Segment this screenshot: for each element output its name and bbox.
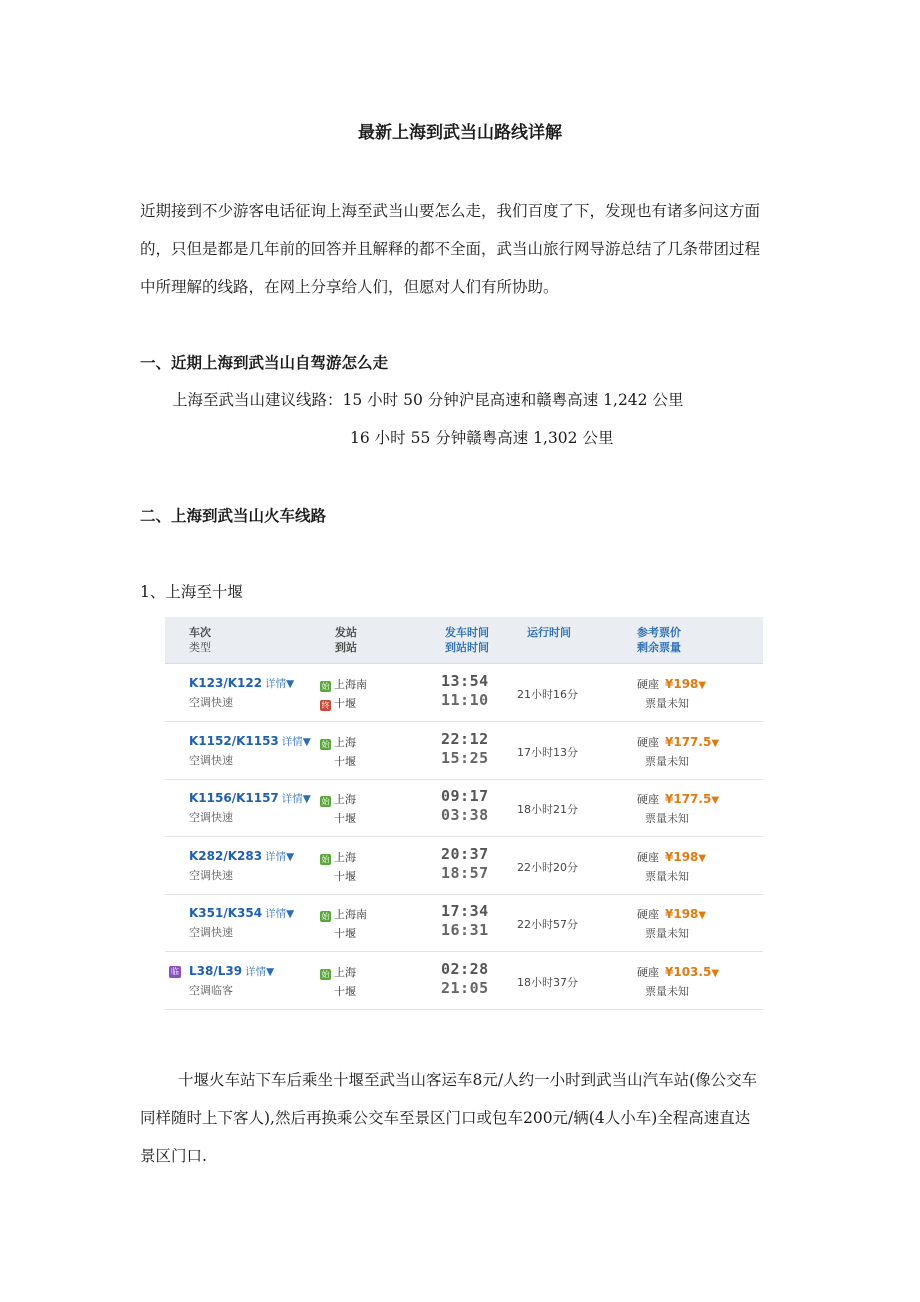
origin-icon: 始 xyxy=(321,969,330,979)
remaining-tickets: 票量未知 xyxy=(645,984,689,998)
dropdown-triangle-icon: ▼ xyxy=(711,795,720,806)
train-type: 空调快速 xyxy=(189,926,233,939)
origin-icon: 始 xyxy=(321,682,330,691)
train-number-link[interactable]: L38/L39 详情▼ xyxy=(189,963,275,978)
price-value: ¥198 xyxy=(665,849,699,864)
arrival-time: 21:05 xyxy=(441,978,489,997)
departure-time: 17:34 xyxy=(441,902,489,920)
from-station[interactable]: 始 上海 xyxy=(321,793,356,806)
departure-time: 02:28 xyxy=(441,959,489,978)
origin-icon: 始 xyxy=(321,912,330,921)
dropdown-triangle-icon: ▼ xyxy=(698,910,707,921)
table-row xyxy=(165,779,763,837)
origin-icon: 始 xyxy=(321,797,330,806)
duration: 22小时20分 xyxy=(517,860,578,874)
temp-train-icon: 临 xyxy=(171,966,179,976)
section2-sub: 1、上海至十堰 xyxy=(140,583,243,601)
to-station[interactable]: 终 十堰 xyxy=(321,697,356,710)
header-station: 发站 到站 xyxy=(335,626,357,654)
train-number-link[interactable]: K282/K283 详情▼ xyxy=(189,848,295,863)
price-value: ¥198 xyxy=(665,677,699,691)
dropdown-triangle-icon: ▼ xyxy=(698,680,707,691)
to-station[interactable]: 十堰 xyxy=(334,754,356,768)
detail-link[interactable]: 详情▼ xyxy=(265,850,295,863)
train-type: 空调快速 xyxy=(189,868,233,882)
arrival-time: 15:25 xyxy=(441,748,489,767)
price-cell[interactable]: 硬座 ¥198▼ xyxy=(637,677,707,691)
price-cell[interactable]: 硬座 ¥177.5▼ xyxy=(637,734,720,749)
detail-link[interactable]: 详情▼ xyxy=(265,908,295,920)
train-table xyxy=(165,617,763,1002)
remaining-tickets: 票量未知 xyxy=(645,812,689,825)
arrival-time: 03:38 xyxy=(441,806,489,824)
from-station[interactable]: 始 上海 xyxy=(321,735,356,749)
remaining-tickets: 票量未知 xyxy=(645,754,689,768)
to-station[interactable]: 十堰 xyxy=(334,812,356,825)
price-value: ¥198 xyxy=(665,907,699,921)
price-cell[interactable]: 硬座 ¥198▼ xyxy=(637,849,707,864)
to-station[interactable]: 十堰 xyxy=(334,984,356,998)
train-number-link[interactable]: K1156/K1157 详情▼ xyxy=(189,791,311,805)
table-row xyxy=(165,722,763,780)
arrival-time: 18:57 xyxy=(441,863,489,882)
table-row xyxy=(165,837,763,895)
route-line-2: 16 小时 55 分钟赣粤高速 1,302 公里 xyxy=(350,429,614,447)
train-type: 空调快速 xyxy=(189,696,233,709)
departure-time: 13:54 xyxy=(441,672,489,690)
remaining-tickets: 票量未知 xyxy=(645,697,689,710)
train-type: 空调快速 xyxy=(189,811,233,824)
dropdown-triangle-icon: ▼ xyxy=(711,967,720,979)
duration: 22小时57分 xyxy=(517,918,578,931)
to-station[interactable]: 十堰 xyxy=(334,869,356,883)
duration: 17小时13分 xyxy=(517,745,578,759)
to-station[interactable]: 十堰 xyxy=(334,927,356,940)
table-row xyxy=(165,952,763,1010)
table-row xyxy=(165,894,763,952)
duration: 18小时21分 xyxy=(517,803,578,816)
closing-line: 十堰火车站下车后乘坐十堰至武当山客运车8元/人约一小时到武当山汽车站(像公交车 xyxy=(178,1071,758,1089)
remaining-tickets: 票量未知 xyxy=(645,927,689,940)
price-cell[interactable]: 硬座 ¥103.5▼ xyxy=(637,964,720,979)
header-price[interactable]: 参考票价 剩余票量 xyxy=(637,626,681,654)
detail-link[interactable]: 详情▼ xyxy=(265,678,295,690)
section2-heading: 二、上海到武当山火车线路 xyxy=(140,507,327,525)
table-header xyxy=(165,617,763,664)
arrival-time: 11:10 xyxy=(441,691,489,709)
origin-icon: 始 xyxy=(321,739,330,749)
from-station[interactable]: 始 上海 xyxy=(321,850,356,864)
departure-time: 09:17 xyxy=(441,787,489,805)
from-station[interactable]: 始 上海 xyxy=(321,965,356,979)
remaining-tickets: 票量未知 xyxy=(645,869,689,883)
price-cell[interactable]: 硬座 ¥177.5▼ xyxy=(637,792,720,806)
train-type: 空调快速 xyxy=(189,753,233,767)
closing-line: 同样随时上下客人),然后再换乘公交车至景区门口或包车200元/辆(4人小车)全程高速直达 xyxy=(140,1109,751,1127)
price-value: ¥177.5 xyxy=(665,792,712,806)
train-type: 空调临客 xyxy=(189,983,233,997)
price-cell[interactable]: 硬座 ¥198▼ xyxy=(637,907,707,921)
intro-paragraph xyxy=(140,192,790,306)
duration: 21小时16分 xyxy=(517,688,578,701)
terminal-icon: 终 xyxy=(321,701,330,710)
dropdown-triangle-icon: ▼ xyxy=(698,852,707,864)
origin-icon: 始 xyxy=(321,854,330,864)
price-value: ¥103.5 xyxy=(665,964,712,979)
section1-heading: 一、近期上海到武当山自驾游怎么走 xyxy=(140,354,389,372)
intro-line: 近期接到不少游客电话征询上海至武当山要怎么走，我们百度了下，发现也有诸多问这方面 xyxy=(140,202,761,220)
page-title: 最新上海到武当山路线详解 xyxy=(358,123,562,143)
departure-time: 22:12 xyxy=(441,729,489,748)
dropdown-triangle-icon: ▼ xyxy=(711,737,720,749)
intro-line: 中所理解的线路，在网上分享给人们，但愿对人们有所协助。 xyxy=(140,278,559,296)
from-station[interactable]: 始 上海南 xyxy=(321,908,367,921)
train-number-link[interactable]: K123/K122 详情▼ xyxy=(189,676,295,690)
from-station[interactable]: 始 上海南 xyxy=(321,678,367,691)
route-line-1: 上海至武当山建议线路：15 小时 50 分钟沪昆高速和赣粤高速 1,242 公里 xyxy=(172,391,684,409)
arrival-time: 16:31 xyxy=(441,921,489,939)
header-duration[interactable]: 运行时间 xyxy=(527,626,571,639)
closing-line: 景区门口. xyxy=(140,1147,207,1165)
train-number-link[interactable]: K1152/K1153 详情▼ xyxy=(189,733,311,748)
duration: 18小时37分 xyxy=(517,975,578,989)
intro-line: 的，只但是都是几年前的回答并且解释的都不全面，武当山旅行网导游总结了几条带团过程 xyxy=(140,240,761,258)
header-train: 车次 类型 xyxy=(189,626,211,654)
detail-link[interactable]: 详情▼ xyxy=(245,965,275,978)
header-time[interactable]: 发车时间 到站时间 xyxy=(445,626,489,654)
train-number-link[interactable]: K351/K354 详情▼ xyxy=(189,906,295,920)
table-row xyxy=(165,664,763,722)
detail-link[interactable]: 详情▼ xyxy=(281,735,311,748)
departure-time: 20:37 xyxy=(441,844,489,863)
detail-link[interactable]: 详情▼ xyxy=(281,793,311,805)
closing-paragraph xyxy=(140,1061,800,1175)
price-value: ¥177.5 xyxy=(665,734,712,749)
